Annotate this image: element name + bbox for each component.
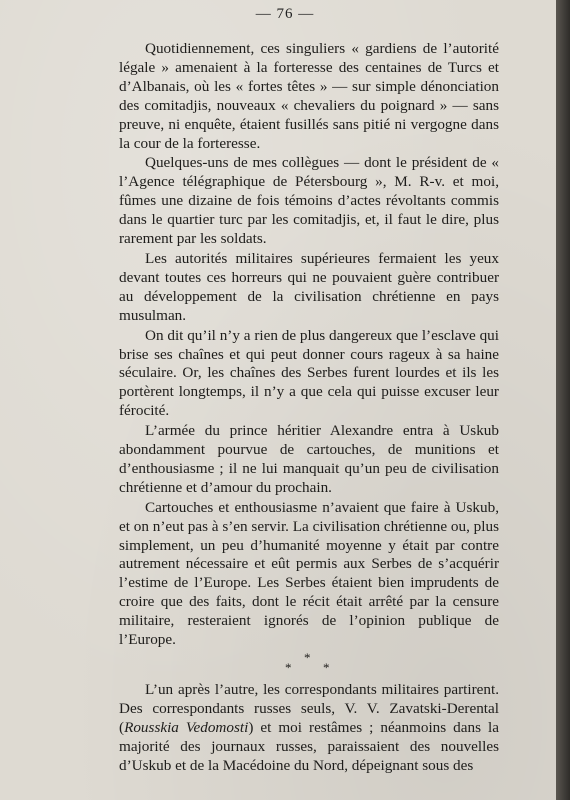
paragraph-3: Les autorités militaires supérieures fermaient les yeux devant toutes ces horreurs qui ne pouvaient guère contribuer au développement de la civilisation chrétienne en pays musulman. [119, 249, 499, 324]
paragraph-7-start: L’un après l’autre, les correspondants militaires partirent. Des correspondants russes seuls, V. V. Zavatski-Derental ( [119, 681, 499, 736]
paragraph-5: L’armée du prince héritier Alexandre entra à Uskub abondamment pourvue de cartouches, de munitions et d’enthousiasme ; il ne lui manquait qu’un peu de civilisation chrétienne et d’amour du prochain. [119, 422, 499, 496]
newspaper-title: Rousskia Vedomosti [124, 718, 249, 736]
asterism-star-left: * [285, 660, 292, 675]
asterism-star-right: * [323, 660, 330, 675]
paragraph-1: Quotidiennement, ces singuliers « gardiens de l’autorité légale » amenaient à la forteresse des centaines de Turcs et d’Albanais, où les « fortes têtes » — sur simple dénonciation des comitadjis, nouveaux « chevaliers du poignard » — sans preuve, ni enquête, étaient fusillés sans pitié ni vergogne dans la cour de la forteresse. [119, 40, 499, 152]
paragraph-2: Quelques-uns de mes collègues — dont le président de « l’Agence télégraphique de Pétersbourg », M. R-v. et moi, fûmes une dizaine de fois témoins d’actes révoltants commis dans le quartier turc par les comitadjis, et, il faut le dire, plus rarement par les soldats. [119, 154, 499, 248]
paragraph-7-end: ) et moi restâmes ; néanmoins dans la majorité des journaux russes, paraissaient des nouvelles d’Uskub et de la Macédoine du Nord, dépeignant sous des [119, 718, 499, 774]
page-number: — 76 — [255, 6, 315, 22]
paragraph-6: Cartouches et enthousiasme n’avaient que faire à Uskub, et on n’eut pas à s’en servir. La civilisation chrétienne ou, plus simplement, un peu d’humanité moyenne y était par contre autrement nécessaire et eût permis aux Serbes de s’acquérir l’estime de l’Europe. Les Serbes étaient bien imprudents de croire que des faits, dont le récit était arrêté par la censure militaire, resteraient ignorés de l’opinion publique de l’Europe. [119, 498, 499, 649]
paragraph-7 [119, 681, 499, 776]
body-text [119, 40, 499, 777]
section-separator [119, 651, 499, 677]
paragraph-4: On dit qu’il n’y a rien de plus dangereux que l’esclave qui brise ses chaînes et qui peut donner cours rageux à sa haine séculaire. Or, les chaînes des Serbes furent lourdes et ils les portèrent longtemps, il n’y a que cela qui puisse excuser leur férocité. [119, 326, 499, 420]
page-edge-shadow [556, 0, 570, 800]
asterism-star-top: * [304, 650, 311, 665]
